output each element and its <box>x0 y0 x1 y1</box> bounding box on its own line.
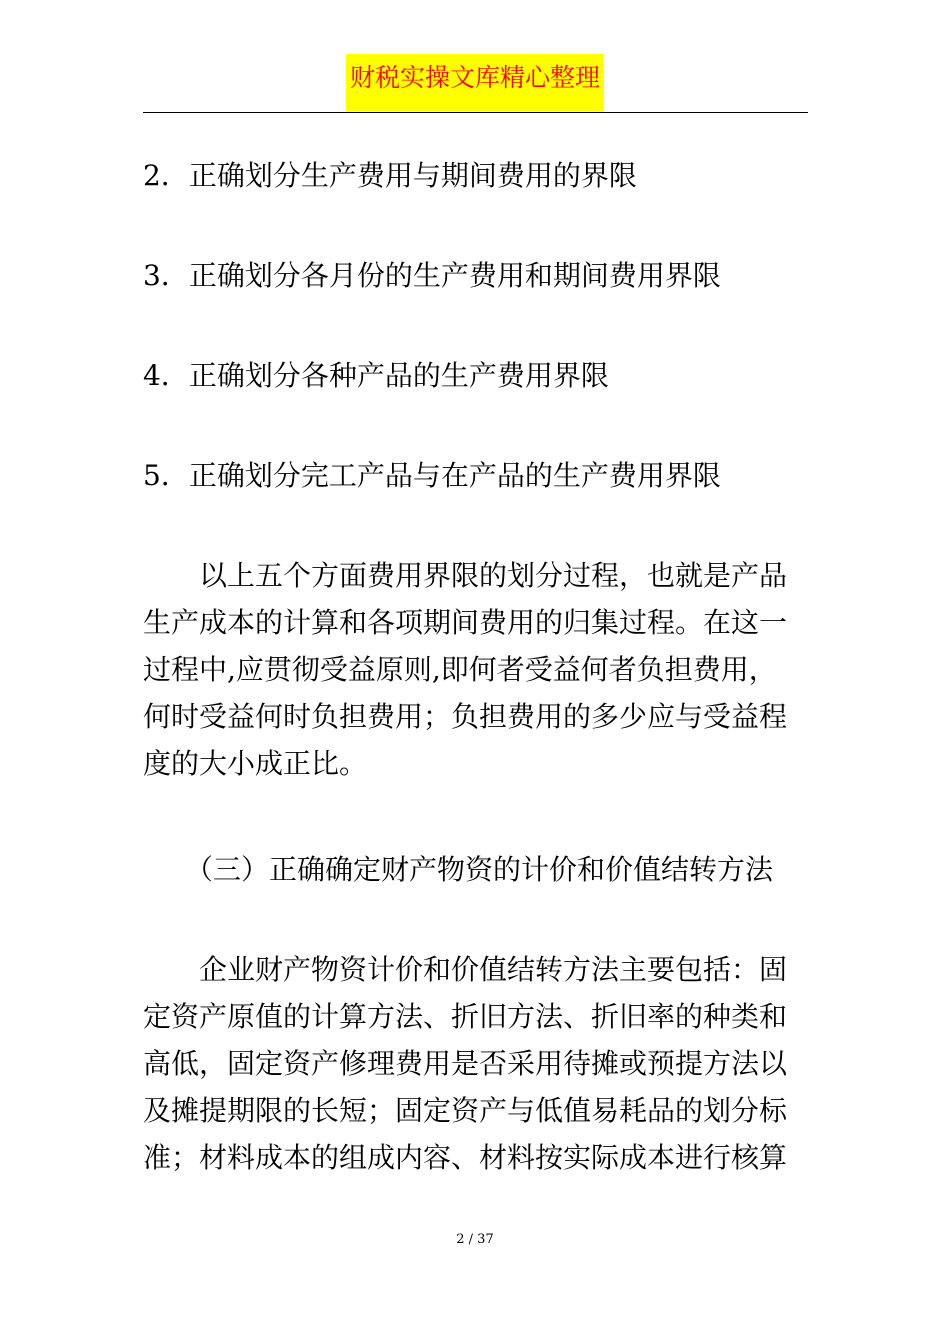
header-divider <box>143 112 808 113</box>
list-item-2: 2．正确划分生产费用与期间费用的界限 <box>143 159 637 192</box>
header-title: 财税实操文库精心整理 <box>349 63 600 92</box>
paragraph-line: 准；材料成本的组成内容、材料按实际成本进行核算 <box>143 1141 788 1174</box>
paragraph-line: 以上五个方面费用界限的划分过程，也就是产品 <box>143 559 788 592</box>
paragraph-line: 生产成本的计算和各项期间费用的归集过程。在这一 <box>143 606 788 639</box>
list-item-5: 5．正确划分完工产品与在产品的生产费用界限 <box>143 459 721 492</box>
paragraph-line: 过程中,应贯彻受益原则,即何者受益何者负担费用， <box>143 653 777 686</box>
paragraph-line: 何时受益何时负担费用；负担费用的多少应与受益程 <box>143 700 788 733</box>
paragraph-line: 度的大小成正比。 <box>143 747 368 780</box>
paragraph-line: 定资产原值的计算方法、折旧方法、折旧率的种类和 <box>143 1000 788 1033</box>
paragraph-summary <box>143 552 808 787</box>
page-number: 2 / 37 <box>456 1232 494 1247</box>
section-heading: （三）正确确定财产物资的计价和价值结转方法 <box>143 853 774 886</box>
list-item-3: 3．正确划分各月份的生产费用和期间费用界限 <box>143 259 721 292</box>
paragraph-line: 企业财产物资计价和价值结转方法主要包括：固 <box>143 953 788 986</box>
list-item-4: 4．正确划分各种产品的生产费用界限 <box>143 359 609 392</box>
paragraph-line: 高低，固定资产修理费用是否采用待摊或预提方法以 <box>143 1047 788 1080</box>
paragraph-valuation <box>143 946 808 1181</box>
paragraph-line: 及摊提期限的长短；固定资产与低值易耗品的划分标 <box>143 1094 788 1127</box>
